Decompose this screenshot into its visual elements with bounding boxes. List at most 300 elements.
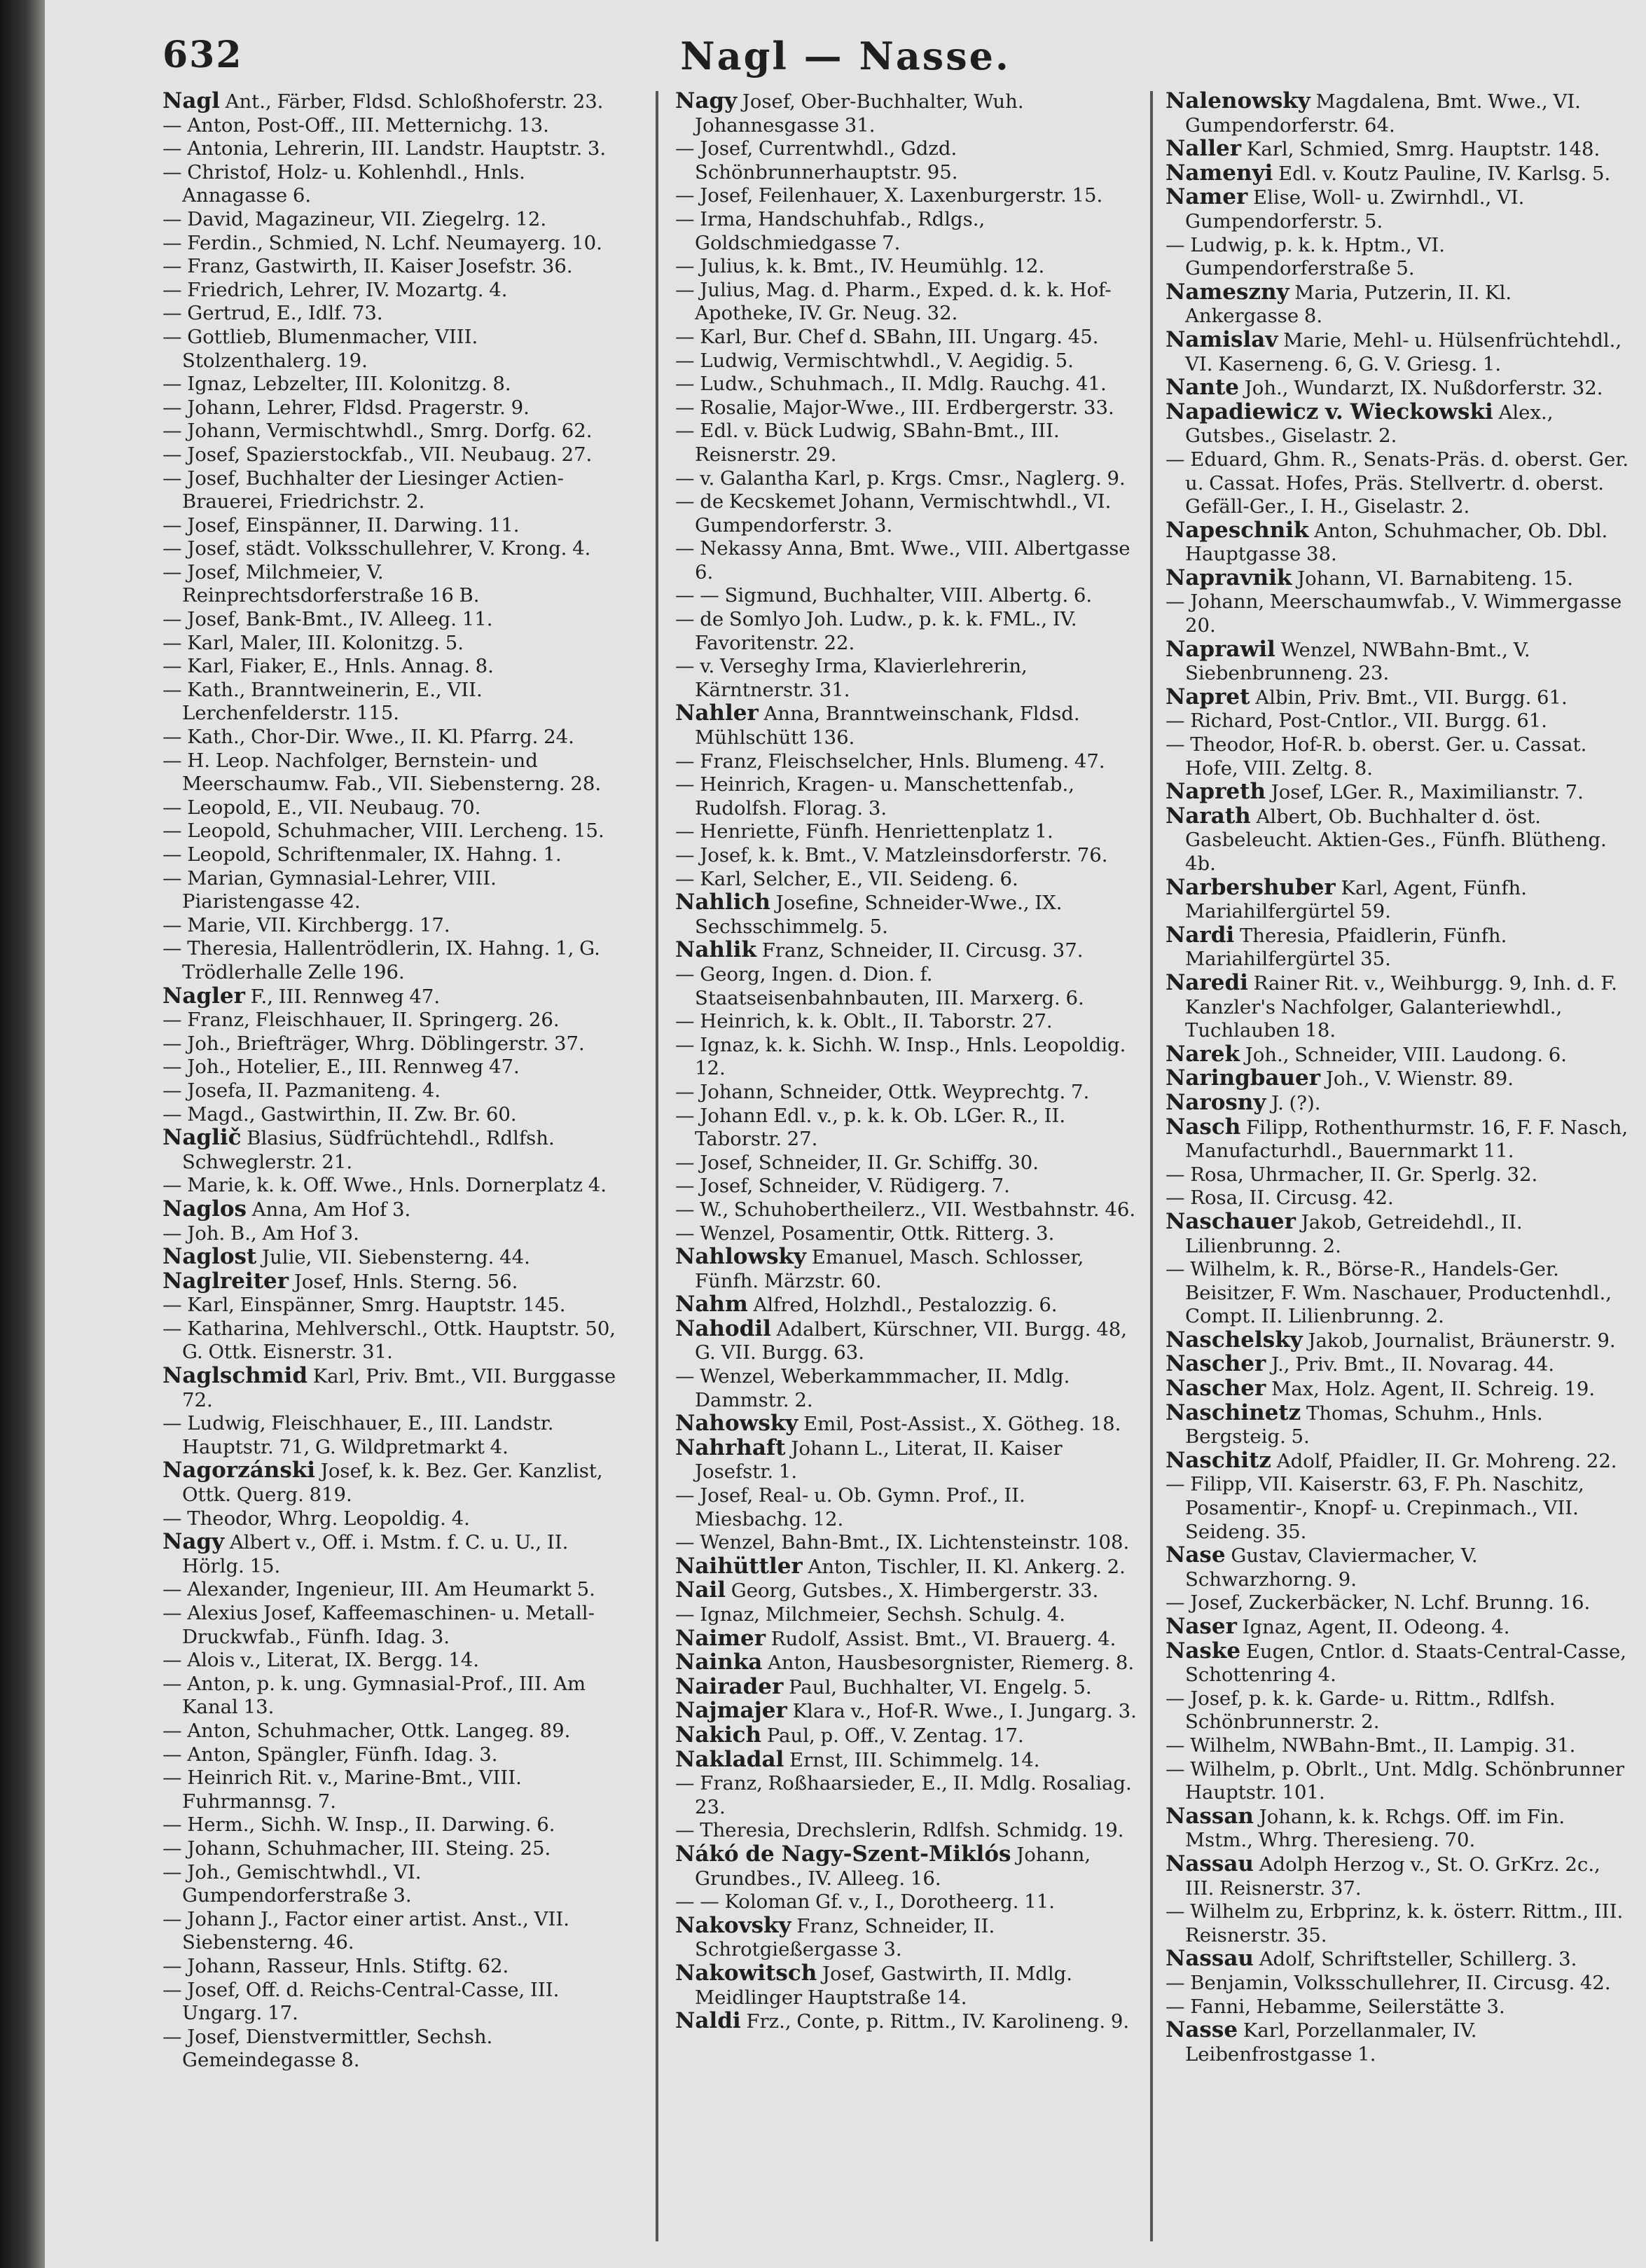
directory-entry <box>1166 686 1629 710</box>
directory-column-2 <box>675 90 1139 2247</box>
directory-entry <box>675 702 1139 749</box>
entry-details: Johann, VI. Barnabiteng. 15. <box>1292 567 1573 590</box>
directory-entry <box>675 1627 1139 1652</box>
entry-details: — Georg, Ingen. d. Dion. f. Staatseisenbahnbauten, III. Marxerg. 6. <box>675 962 1084 1009</box>
directory-entry <box>1166 519 1629 567</box>
entry-details: — Joh., Briefträger, Whrg. Döblingerstr. 37. <box>162 1032 585 1055</box>
directory-entry <box>675 1555 1139 1579</box>
entry-details: — Ludwig, Vermischtwhdl., V. Aegidig. 5. <box>675 349 1074 372</box>
directory-entry <box>162 608 626 632</box>
directory-entry <box>1166 90 1629 137</box>
directory-entry <box>162 1908 626 1955</box>
directory-entry <box>675 537 1139 584</box>
entry-details: Thomas, Schuhm., Hnls. Bergsteig. 5. <box>1185 1402 1543 1448</box>
entry-details: Jakob, Getreidehdl., II. Lilienbrunng. 2. <box>1185 1210 1523 1257</box>
entry-details: — Ludwig, p. k. k. Hptm., VI. Gumpendorferstraße 5. <box>1166 233 1446 280</box>
directory-entry <box>1166 1163 1629 1187</box>
entry-surname: Nassau <box>1166 1946 1254 1972</box>
directory-entry <box>162 1459 626 1507</box>
directory-entry <box>162 255 626 279</box>
entry-surname: Naglič <box>162 1125 242 1151</box>
directory-entry <box>162 1009 626 1032</box>
entry-details: Karl, Porzellanmaler, IV. Leibenfrostgasse 1. <box>1185 2019 1477 2066</box>
directory-entry <box>675 1034 1139 1081</box>
entry-details: — Johann Edl. v., p. k. k. Ob. LGer. R., II. Taborstr. 27. <box>675 1104 1066 1151</box>
directory-entry <box>1166 1353 1629 1377</box>
entry-details: Adalbert, Kürschner, VII. Burgg. 48, G. VII. Burgg. 63. <box>695 1318 1128 1364</box>
entry-details: Jakob, Journalist, Bräunerstr. 9. <box>1302 1329 1616 1352</box>
entry-details: — Julius, k. k. Bmt., IV. Heumühlg. 12. <box>675 255 1045 278</box>
directory-entry <box>162 114 626 138</box>
column-rule <box>656 91 658 2241</box>
entry-details: — Karl, Bur. Chef d. SBahn, III. Ungarg. 45. <box>675 325 1099 348</box>
entry-details: — H. Leop. Nachfolger, Bernstein- und Meerschaumw. Fab., VII. Siebensterng. 28. <box>162 749 602 796</box>
entry-details: — Nekassy Anna, Bmt. Wwe., VIII. Albertgasse 6. <box>675 537 1130 583</box>
entry-details: — Josef, Einspänner, II. Darwing. 11. <box>162 513 520 537</box>
entry-surname: Nascher <box>1166 1351 1266 1377</box>
entry-details: Karl, Agent, Fünfh. Mariahilfergürtel 59. <box>1185 876 1527 923</box>
directory-entry <box>1166 1758 1629 1805</box>
directory-entry <box>675 1603 1139 1627</box>
directory-column-1 <box>162 90 626 2247</box>
directory-entry <box>162 985 626 1009</box>
directory-entry <box>162 749 626 796</box>
directory-entry <box>162 1079 626 1103</box>
entry-details: — Karl, Maler, III. Kolonitzg. 5. <box>162 631 464 654</box>
directory-entry <box>675 208 1139 255</box>
directory-entry <box>162 1507 626 1531</box>
entry-details: — Alexander, Ingenieur, III. Am Heumarkt 5. <box>162 1578 595 1601</box>
entry-surname: Napeschnik <box>1166 517 1309 543</box>
directory-entry <box>1166 638 1629 686</box>
entry-details: — Karl, Einspänner, Smrg. Hauptstr. 145. <box>162 1294 566 1317</box>
entry-details: — Anton, Post-Off., III. Metternichg. 13. <box>162 113 549 137</box>
entry-details: — Wilhelm, p. Obrlt., Unt. Mdlg. Schönbrunner Hauptstr. 101. <box>1166 1757 1624 1804</box>
directory-entry <box>162 137 626 161</box>
entry-details: — Theodor, Whrg. Leopoldig. 4. <box>162 1507 470 1530</box>
entry-details: — Wenzel, Weberkammmacher, II. Mdlg. Dammstr. 2. <box>675 1365 1070 1411</box>
directory-entry <box>675 1651 1139 1675</box>
entry-details: Alex., Gutsbes., Giselastr. 2. <box>1185 401 1554 448</box>
directory-entry <box>162 1649 626 1673</box>
entry-surname: Nasch <box>1166 1114 1241 1140</box>
directory-entry <box>162 937 626 984</box>
entry-details: Rudolf, Assist. Bmt., VI. Brauerg. 4. <box>766 1627 1116 1650</box>
entry-details: — Josef, Real- u. Ob. Gymn. Prof., II. Miesbachg. 12. <box>675 1484 1025 1530</box>
entry-details: — Wenzel, Bahn-Bmt., IX. Lichtensteinstr. 108. <box>675 1531 1130 1554</box>
entry-details: Georg, Gutsbes., X. Himbergerstr. 33. <box>725 1579 1099 1603</box>
directory-entry <box>675 1914 1139 1962</box>
entry-details: Anna, Branntweinschank, Fldsd. Mühlschütt 136. <box>695 703 1080 749</box>
entry-surname: Nagy <box>162 1529 225 1555</box>
directory-entry <box>1166 1399 1629 1449</box>
entry-details: — Alexius Josef, Kaffeemaschinen- u. Metall-Druckwfab., Fünfh. Idag. 3. <box>162 1602 595 1648</box>
entry-details: — Josef, Feilenhauer, X. Laxenburgerstr. 15. <box>675 184 1103 207</box>
entry-details: — Joh., Hotelier, E., III. Rennweg 47. <box>162 1056 520 1079</box>
entry-surname: Nairader <box>675 1673 784 1699</box>
entry-surname: Naihüttler <box>675 1553 803 1579</box>
directory-entry <box>1166 1734 1629 1758</box>
directory-entry <box>162 420 626 443</box>
directory-entry <box>675 1412 1139 1437</box>
entry-surname: Naller <box>1166 136 1242 162</box>
entry-details: — Benjamin, Volksschullehrer, II. Circusg. 42. <box>1166 1971 1611 1994</box>
directory-page <box>45 0 1646 2268</box>
directory-entry <box>1166 733 1629 780</box>
entry-details: — Josef, Currentwhdl., Gdzd. Schönbrunnerhauptstr. 95. <box>675 137 958 184</box>
entry-details: — Marie, VII. Kirchbergg. 17. <box>162 913 450 936</box>
entry-surname: Naschauer <box>1166 1208 1296 1234</box>
directory-entry <box>162 1720 626 1743</box>
entry-details: Franz, Schneider, II. Circusg. 37. <box>756 939 1084 962</box>
entry-surname: Naglschmid <box>162 1363 307 1389</box>
entry-details: Marie, Mehl- u. Hülsenfrüchtehdl., VI. Kaserneng. 6, G. V. Griesg. 1. <box>1185 329 1622 375</box>
entry-details: — Herm., Sichh. W. Insp., II. Darwing. 6. <box>162 1813 555 1837</box>
entry-details: — Wilhelm, NWBahn-Bmt., II. Lampig. 31. <box>1166 1734 1576 1757</box>
entry-details: Rainer Rit. v., Weihburgg. 9, Inh. d. F. Kanzler's Nachfolger, Galanteriewhdl., Tuchlauben 18. <box>1185 971 1617 1042</box>
entry-surname: Nagorzánski <box>162 1458 316 1484</box>
directory-entry <box>675 184 1139 208</box>
entry-details: Anna, Am Hof 3. <box>247 1198 411 1221</box>
entry-details: — Rosalie, Major-Wwe., III. Erdbergerstr. 33. <box>675 396 1114 419</box>
entry-details: Karl, Priv. Bmt., VII. Burggasse 72. <box>182 1365 616 1411</box>
directory-entry <box>162 1174 626 1198</box>
directory-entry <box>675 1152 1139 1175</box>
directory-entry <box>162 467 626 514</box>
entry-details: — — Koloman Gf. v., I., Dorotheerg. 11. <box>675 1890 1055 1914</box>
entry-surname: Naske <box>1166 1638 1241 1664</box>
directory-entry <box>675 137 1139 184</box>
directory-entry <box>1166 1091 1629 1116</box>
entry-details: Johann L., Literat, II. Kaiser Josefstr. 1. <box>695 1437 1063 1484</box>
directory-entry <box>162 1318 626 1364</box>
directory-entry <box>162 726 626 749</box>
entry-details: Ernst, III. Schimmelg. 14. <box>784 1748 1040 1771</box>
directory-entry <box>162 561 626 608</box>
entry-surname: Napravnik <box>1166 565 1292 590</box>
entry-details: — v. Verseghy Irma, Klavierlehrerin, Kärntnerstr. 31. <box>675 655 1028 701</box>
entry-surname: Naglost <box>162 1244 257 1270</box>
directory-entry <box>1166 326 1629 376</box>
entry-surname: Nase <box>1166 1542 1226 1568</box>
entry-surname: Napadiewicz v. Wieckowski <box>1166 399 1493 424</box>
directory-entry <box>1166 710 1629 733</box>
entry-details: — Anton, Schuhmacher, Ottk. Langeg. 89. <box>162 1719 571 1742</box>
entry-details: — Johann, Rasseur, Hnls. Stiftg. 62. <box>162 1954 509 1977</box>
directory-entry <box>675 1010 1139 1034</box>
directory-entry <box>1166 1067 1629 1091</box>
entry-surname: Narbershuber <box>1166 874 1336 900</box>
entry-details: — Johann, Schuhmacher, III. Steing. 25. <box>162 1837 551 1860</box>
directory-entry <box>1166 1473 1629 1544</box>
page-header <box>45 28 1646 91</box>
column-rule <box>1150 91 1153 2241</box>
entry-details: — Josef, städt. Volksschullehrer, V. Krong. 4. <box>162 537 591 560</box>
directory-entry <box>675 1293 1139 1318</box>
entry-details: — Wilhelm, k. R., Börse-R., Handels-Ger. Beisitzer, F. Wm. Naschauer, Productenhdl., Compt. II. Lilienbrunng. 2. <box>1166 1258 1612 1328</box>
entry-details: Julie, VII. Siebensterng. 44. <box>256 1246 530 1269</box>
directory-entry <box>1166 1116 1629 1163</box>
entry-details: — Henriette, Fünfh. Henriettenplatz 1. <box>675 820 1053 843</box>
entry-surname: Nahlich <box>675 890 770 915</box>
directory-entry <box>675 1675 1139 1700</box>
entry-details: Elise, Woll- u. Zwirnhdl., VI. Gumpendorferstr. 5. <box>1185 186 1525 233</box>
entry-surname: Napreth <box>1166 779 1266 805</box>
entry-details: — Ignaz, k. k. Sichh. W. Insp., Hnls. Leopoldig. 12. <box>675 1033 1126 1080</box>
directory-entry <box>162 396 626 420</box>
directory-entry <box>1166 567 1629 591</box>
entry-details: — Fanni, Hebamme, Seilerstätte 3. <box>1166 1995 1505 2018</box>
entry-details: Paul, Buchhalter, VI. Engelg. 5. <box>783 1675 1092 1699</box>
entry-details: Blasius, Südfrüchtehdl., Rdlfsh. Schweglerstr. 21. <box>182 1127 555 1173</box>
entry-details: — Josef, Schneider, V. Rüdigerg. 7. <box>675 1175 1010 1198</box>
entry-details: — Karl, Selcher, E., VII. Seideng. 6. <box>675 867 1018 890</box>
directory-entry <box>1166 137 1629 162</box>
entry-details: — Johann, Vermischtwhdl., Smrg. Dorfg. 62. <box>162 420 593 443</box>
entry-details: — Joh. B., Am Hof 3. <box>162 1222 359 1245</box>
entry-surname: Nákó de Nagy-Szent-Miklós <box>675 1841 1011 1867</box>
directory-entry <box>162 843 626 867</box>
directory-entry <box>162 1032 626 1056</box>
entry-details: Franz, Schneider, II. Schrotgießergasse 3. <box>695 1914 995 1961</box>
directory-entry <box>1166 1640 1629 1687</box>
directory-entry <box>1166 590 1629 637</box>
page-number: 632 <box>162 34 243 76</box>
entry-details: Max, Holz. Agent, II. Schreig. 19. <box>1266 1378 1596 1401</box>
entry-details: — Marian, Gymnasial-Lehrer, VIII. Piaristengasse 42. <box>162 866 497 913</box>
entry-details: Johann, k. k. Rchgs. Off. im Fin. Mstm., Whrg. Theresieng. 70. <box>1185 1805 1565 1852</box>
entry-details: — Filipp, VII. Kaiserstr. 63, F. Ph. Naschitz, Posamentir-, Knopf- u. Crepinmach., VII. Seideng. 35. <box>1166 1473 1584 1543</box>
entry-details: — Heinrich, k. k. Oblt., II. Taborstr. 27. <box>675 1010 1053 1033</box>
directory-entry <box>675 1105 1139 1152</box>
entry-surname: Namer <box>1166 184 1248 210</box>
entry-surname: Nardi <box>1166 922 1235 948</box>
entry-details: Emil, Post-Assist., X. Götheg. 18. <box>798 1413 1121 1436</box>
entry-details: Emanuel, Masch. Schlosser, Fünfh. Märzstr. 60. <box>695 1246 1084 1292</box>
directory-entry <box>162 1270 626 1294</box>
entry-details: — Franz, Roßhaarsieder, E., II. Mdlg. Rosaliag. 23. <box>675 1772 1132 1818</box>
entry-details: Josef, Hnls. Sterng. 56. <box>289 1270 518 1293</box>
directory-entry <box>162 1602 626 1649</box>
directory-entry <box>675 963 1139 1010</box>
entry-details: — Friedrich, Lehrer, IV. Mozartg. 4. <box>162 278 508 301</box>
entry-details: Gustav, Claviermacher, V. Schwarzhorng. 9. <box>1185 1544 1478 1591</box>
entry-surname: Nahrhaft <box>675 1434 786 1460</box>
entry-details: — de Kecskemet Johann, Vermischtwhdl., VI. Gumpendorferstr. 3. <box>675 490 1112 537</box>
entry-details: — Johann, Lehrer, Fldsd. Pragerstr. 9. <box>162 396 530 419</box>
entry-surname: Naglreiter <box>162 1268 289 1294</box>
directory-entry <box>162 820 626 843</box>
entry-surname: Nassau <box>1166 1851 1254 1876</box>
directory-entry <box>1166 281 1629 329</box>
entry-details: — Julius, Mag. d. Pharm., Exped. d. k. k. Hof-Apotheke, IV. Gr. Neug. 32. <box>675 278 1112 325</box>
entry-details: — Rosa, II. Circusg. 42. <box>1166 1187 1394 1210</box>
entry-details: — Franz, Fleischhauer, II. Springerg. 26. <box>162 1009 560 1032</box>
directory-entry <box>162 655 626 679</box>
directory-entry <box>162 1673 626 1720</box>
directory-entry <box>675 467 1139 491</box>
directory-entry <box>1166 1687 1629 1734</box>
entry-surname: Nassan <box>1166 1803 1254 1829</box>
entry-details: Maria, Putzerin, II. Kl. Ankergasse 8. <box>1185 281 1512 328</box>
directory-entry <box>162 679 626 726</box>
entry-surname: Naschelsky <box>1166 1327 1303 1353</box>
entry-surname: Nahm <box>675 1292 748 1318</box>
directory-entry <box>162 90 626 114</box>
directory-entry <box>1166 1615 1629 1640</box>
entry-details: — Johann J., Factor einer artist. Anst., VII. Siebensterng. 46. <box>162 1907 569 1954</box>
directory-entry <box>675 1434 1139 1484</box>
directory-entry <box>162 1056 626 1079</box>
entry-details: — Theresia, Hallentrödlerin, IX. Hahng. 1, G. Trödlerhalle Zelle 196. <box>162 937 600 983</box>
directory-entry <box>675 584 1139 608</box>
entry-surname: Namenyi <box>1166 160 1273 186</box>
entry-surname: Nagl <box>162 88 220 113</box>
entry-details: — Christof, Holz- u. Kohlenhdl., Hnls. Annagasse 6. <box>162 160 525 207</box>
directory-entry <box>1166 186 1629 233</box>
entry-details: Joh., Schneider, VIII. Laudong. 6. <box>1239 1043 1567 1066</box>
entry-surname: Narek <box>1166 1041 1240 1067</box>
entry-details: Filipp, Rothenthurmstr. 16, F. F. Nasch, Manufacturhdl., Bauernmarkt 11. <box>1185 1116 1628 1163</box>
entry-details: Anton, Tischler, II. Kl. Ankerg. 2. <box>802 1555 1126 1578</box>
entry-details: — Richard, Post-Cntlor., VII. Burgg. 61. <box>1166 710 1547 733</box>
entry-details: Joh., V. Wienstr. 89. <box>1320 1067 1514 1091</box>
directory-entry <box>675 939 1139 963</box>
entry-surname: Nahler <box>675 700 759 726</box>
entry-details: J., Priv. Bmt., II. Novarag. 44. <box>1266 1353 1555 1376</box>
directory-entry <box>162 1294 626 1318</box>
directory-entry <box>675 1699 1139 1724</box>
entry-surname: Nakich <box>675 1722 762 1748</box>
directory-entry <box>675 1245 1139 1293</box>
directory-entry <box>162 1837 626 1861</box>
directory-entry <box>675 1365 1139 1412</box>
directory-entry <box>162 796 626 820</box>
entry-details: — Josef, Milchmeier, V. Reinprechtsdorferstraße 16 B. <box>162 560 480 607</box>
entry-details: — Johann, Schneider, Ottk. Weyprechtg. 7. <box>675 1080 1090 1103</box>
entry-details: — David, Magazineur, VII. Ziegelrg. 12. <box>162 207 547 230</box>
entry-surname: Nagy <box>675 88 738 113</box>
directory-entry <box>162 1364 626 1412</box>
directory-entry <box>162 1743 626 1767</box>
entry-surname: Narath <box>1166 803 1251 829</box>
directory-entry <box>162 1530 626 1578</box>
directory-entry <box>675 1962 1139 2010</box>
entry-details: Ignaz, Agent, II. Odeong. 4. <box>1236 1616 1510 1638</box>
entry-details: Ant., Färber, Fldsd. Schloßhoferstr. 23. <box>219 90 604 113</box>
entry-details: — Theodor, Hof-R. b. oberst. Ger. u. Cassat. Hofe, VIII. Zeltg. 8. <box>1166 733 1587 780</box>
entry-details: Eugen, Cntlor. d. Staats-Central-Casse, Schottenring 4. <box>1185 1640 1627 1687</box>
entry-details: Joh., Wundarzt, IX. Nußdorferstr. 32. <box>1239 377 1603 400</box>
entry-surname: Naser <box>1166 1614 1237 1639</box>
directory-entry <box>675 1843 1139 1890</box>
directory-entry <box>1166 162 1629 186</box>
directory-entry <box>675 1222 1139 1246</box>
entry-details: Alfred, Holzhdl., Pestalozzig. 6. <box>747 1294 1058 1317</box>
directory-entry <box>162 1578 626 1602</box>
directory-entry <box>675 1175 1139 1198</box>
directory-entry <box>1166 1187 1629 1210</box>
entry-details: — Gottlieb, Blumenmacher, VIII. Stolzenthalerg. 19. <box>162 325 478 372</box>
directory-entry <box>1166 1947 1629 1972</box>
entry-details: — Josef, Dienstvermittler, Sechsh. Gemeindegasse 8. <box>162 2025 493 2072</box>
entry-details: Adolf, Pfaidler, II. Gr. Mohreng. 22. <box>1271 1449 1617 1472</box>
directory-entry <box>162 326 626 373</box>
entry-details: — W., Schuhobertheilerz., VII. Westbahnstr. 46. <box>675 1198 1136 1221</box>
directory-entry <box>162 537 626 561</box>
entry-details: Frz., Conte, p. Rittm., IV. Karolineng. 9. <box>740 2010 1130 2033</box>
entry-details: — Ludwig, Fleischhauer, E., III. Landstr. Hauptstr. 71, G. Wildpretmarkt 4. <box>162 1412 554 1458</box>
directory-entry <box>162 1198 626 1222</box>
directory-entry <box>162 302 626 326</box>
entry-surname: Najmajer <box>675 1698 787 1724</box>
entry-details: — Josefa, II. Pazmaniteng. 4. <box>162 1079 441 1102</box>
directory-entry <box>675 773 1139 820</box>
directory-entry <box>162 443 626 467</box>
entry-surname: Naimer <box>675 1625 766 1651</box>
directory-entry <box>1166 924 1629 971</box>
entry-details: — Josef, Zuckerbäcker, N. Lchf. Brunng. 16. <box>1166 1591 1591 1614</box>
entry-details: Josef, k. k. Bez. Ger. Kanzlist, Ottk. Querg. 819. <box>182 1460 603 1507</box>
entry-details: — Franz, Gastwirth, II. Kaiser Josefstr. 36. <box>162 255 573 278</box>
entry-details: Magdalena, Bmt. Wwe., VI. Gumpendorferstr. 64. <box>1185 90 1581 137</box>
entry-details: — Antonia, Lehrerin, III. Landstr. Hauptstr. 3. <box>162 137 607 160</box>
directory-entry <box>675 1081 1139 1105</box>
entry-details: — Theresia, Drechslerin, Rdlfsh. Schmidg. 19. <box>675 1819 1124 1842</box>
entry-details: — Karl, Fiaker, E., Hnls. Annag. 8. <box>162 655 494 678</box>
directory-entry <box>675 420 1139 466</box>
directory-entry <box>162 1979 626 2026</box>
directory-entry <box>675 868 1139 892</box>
entry-details: — Josef, k. k. Bmt., V. Matzleinsdorferstr. 76. <box>675 844 1108 866</box>
entry-details: — Franz, Fleischselcher, Hnls. Blumeng. 47. <box>675 749 1105 773</box>
entry-surname: Nante <box>1166 375 1240 401</box>
entry-details: Wenzel, NWBahn-Bmt., V. Siebenbrunneng. 23. <box>1185 638 1530 685</box>
entry-details: F., III. Rennweg 47. <box>244 985 441 1008</box>
directory-entry <box>675 1315 1139 1365</box>
entry-details: — Irma, Handschuhfab., Rdlgs., Goldschmiedgasse 7. <box>675 207 985 254</box>
entry-details: — Gertrud, E., Idlf. 73. <box>162 302 383 325</box>
entry-details: — de Somlyo Joh. Ludw., p. k. k. FML., IV. Favoritenstr. 22. <box>675 608 1077 654</box>
directory-entry <box>162 373 626 396</box>
entry-surname: Nainka <box>675 1650 763 1675</box>
entry-details: — Wilhelm zu, Erbprinz, k. k. österr. Rittm., III. Reisnerstr. 35. <box>1166 1900 1624 1947</box>
directory-entry <box>1166 1377 1629 1402</box>
directory-entry <box>1166 2019 1629 2066</box>
entry-details: Johann, Grundbes., IV. Alleeg. 16. <box>695 1843 1091 1890</box>
entry-surname: Nascher <box>1166 1376 1266 1402</box>
entry-details: — v. Galantha Karl, p. Krgs. Cmsr., Naglerg. 9. <box>675 466 1126 490</box>
entry-details: — Marie, k. k. Off. Wwe., Hnls. Dornerplatz 4. <box>162 1174 607 1197</box>
directory-entry <box>162 1126 626 1174</box>
directory-entry <box>675 820 1139 844</box>
entry-details: Edl. v. Koutz Pauline, IV. Karlsg. 5. <box>1273 162 1611 185</box>
directory-entry <box>1166 234 1629 281</box>
directory-entry <box>675 2010 1139 2034</box>
directory-entry <box>162 1955 626 1979</box>
entry-surname: Nail <box>675 1577 726 1603</box>
directory-entry <box>675 1724 1139 1748</box>
entry-details: — Wenzel, Posamentir, Ottk. Ritterg. 3. <box>675 1222 1055 1245</box>
entry-details: — Leopold, Schuhmacher, VIII. Lercheng. 15. <box>162 820 604 843</box>
entry-details: — Josef, p. k. k. Garde- u. Rittm., Rdlfsh. Schönbrunnerstr. 2. <box>1166 1687 1556 1734</box>
entry-surname: Nakowitsch <box>675 1960 817 1986</box>
entry-surname: Namislav <box>1166 326 1278 352</box>
entry-surname: Naringbauer <box>1166 1065 1321 1091</box>
directory-entry <box>1166 1972 1629 1996</box>
entry-details: — Kath., Chor-Dir. Wwe., II. Kl. Pfarrg. 24. <box>162 726 574 749</box>
directory-entry <box>675 350 1139 373</box>
